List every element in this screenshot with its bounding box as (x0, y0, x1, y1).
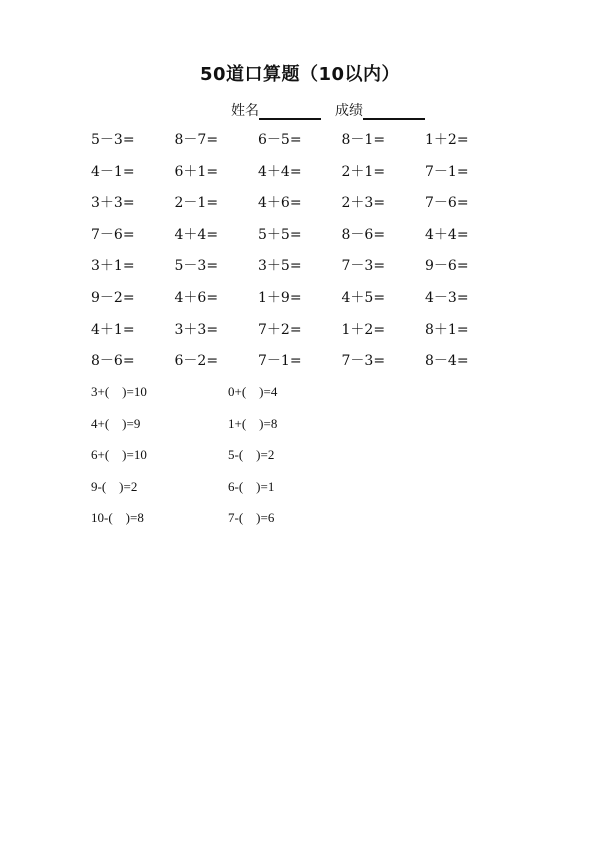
arithmetic-problem: 5＋5= (258, 226, 302, 243)
fill-in-blank-problem: 3+( )=10 (91, 384, 147, 399)
arithmetic-problem: 7－6= (425, 195, 469, 212)
arithmetic-problem: 1＋2= (425, 132, 469, 148)
fill-in-blank-problem: 10-( )=8 (91, 510, 144, 526)
arithmetic-problem: 4－1= (91, 163, 135, 180)
arithmetic-problem: 8－7= (174, 132, 219, 148)
arithmetic-problem: 8－1= (341, 132, 386, 148)
arithmetic-problem: 4＋4= (174, 226, 219, 243)
arithmetic-problem: 7－3= (341, 258, 386, 275)
arithmetic-problem: 6＋1= (174, 163, 219, 180)
arithmetic-problem: 8－4= (425, 353, 469, 370)
arithmetic-problem: 7－1= (425, 163, 469, 180)
student-info (231, 98, 425, 120)
arithmetic-problem: 9－6= (425, 258, 469, 275)
arithmetic-problem: 7－6= (91, 226, 135, 243)
arithmetic-problem: 7＋2= (258, 321, 302, 338)
fill-in-blank-problem: 5-( )=2 (228, 447, 275, 463)
arithmetic-problem: 5－3= (91, 132, 135, 148)
page-title: 50道口算题（10以内） (199, 64, 401, 85)
arithmetic-problem: 4＋6= (174, 289, 219, 306)
arithmetic-problem: 8＋1= (425, 321, 469, 338)
fill-in-blank-problem: 6-( )=1 (228, 478, 275, 494)
arithmetic-problem: 2－1= (174, 195, 219, 212)
arithmetic-problem-grid (91, 131, 509, 384)
arithmetic-problem: 5－3= (174, 258, 219, 275)
arithmetic-problem: 4＋4= (258, 163, 302, 180)
arithmetic-problem: 1＋2= (341, 321, 386, 338)
arithmetic-problem: 3＋5= (258, 258, 302, 275)
arithmetic-problem: 6－2= (174, 353, 219, 370)
fill-in-blank-problem: 1+( )=8 (228, 415, 278, 431)
arithmetic-problem: 3＋1= (91, 258, 135, 275)
arithmetic-problem: 2＋1= (341, 163, 386, 180)
score-label: 成绩 (335, 103, 363, 119)
fill-in-blank-problem: 4+( )=9 (91, 415, 141, 431)
arithmetic-problem: 4＋5= (341, 289, 386, 306)
arithmetic-problem: 7－3= (341, 353, 386, 370)
score-blank (363, 100, 425, 120)
arithmetic-problem: 4＋6= (258, 195, 302, 212)
arithmetic-problem: 8－6= (341, 226, 386, 243)
arithmetic-problem: 1＋9= (258, 289, 302, 306)
fill-in-blank-problem: 6+( )=10 (91, 447, 147, 463)
arithmetic-problem: 4＋1= (91, 321, 135, 338)
arithmetic-problem: 8－6= (91, 353, 135, 370)
fill-in-blank-problem: 0+( )=4 (228, 384, 278, 399)
name-blank (259, 100, 321, 120)
arithmetic-problem: 3＋3= (174, 321, 219, 338)
arithmetic-problem: 4＋4= (425, 226, 469, 243)
arithmetic-problem: 4－3= (425, 289, 469, 306)
fill-in-blank-grid (91, 383, 365, 541)
arithmetic-problem: 6－5= (258, 132, 302, 148)
fill-in-blank-problem: 9-( )=2 (91, 478, 138, 494)
arithmetic-problem: 2＋3= (341, 195, 386, 212)
arithmetic-problem: 9－2= (91, 289, 135, 306)
arithmetic-problem: 3＋3= (91, 195, 135, 212)
name-label: 姓名 (231, 103, 259, 119)
fill-in-blank-problem: 7-( )=6 (228, 510, 275, 526)
arithmetic-problem: 7－1= (258, 353, 302, 370)
